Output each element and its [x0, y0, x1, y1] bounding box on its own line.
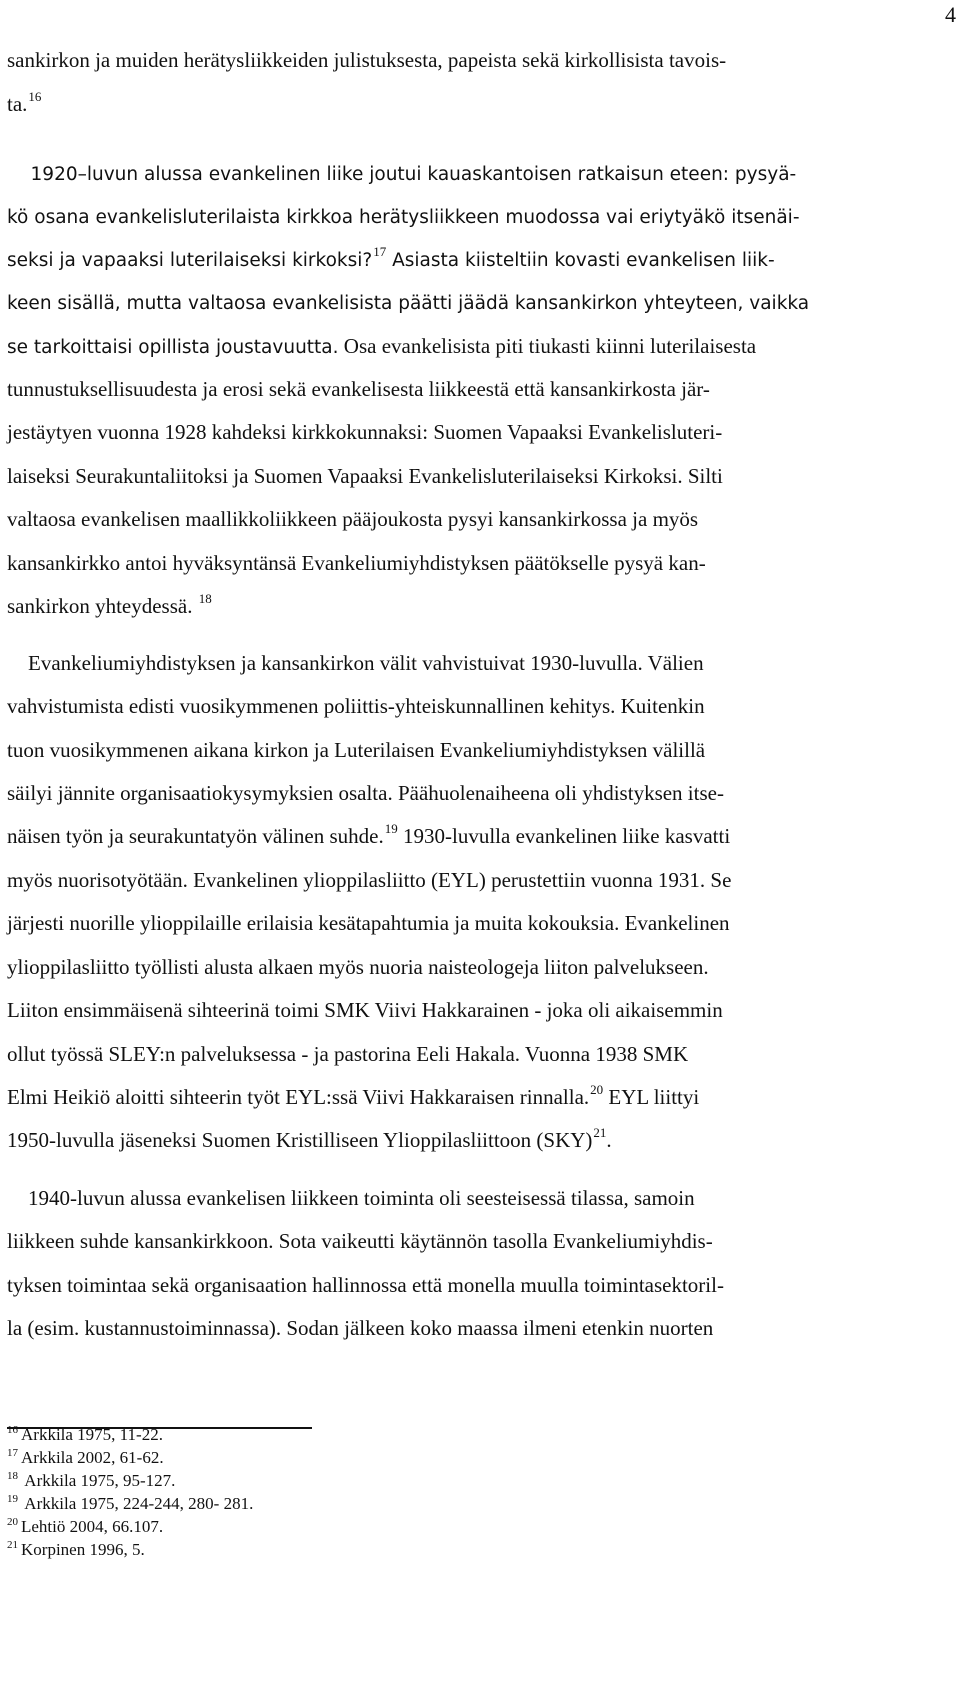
text-line — [7, 1125, 612, 1153]
footnote-text: Korpinen 1996, 5. — [21, 1540, 145, 1559]
footnote-marker: 19 — [384, 821, 398, 836]
text-segment: valtaosa evankelisen maallikkoliikkeen pääjoukosta pysyi kansankirkossa ja myös — [7, 507, 699, 531]
text-segment: tyksen toimintaa sekä organisaation hallinnossa että monella muulla toimintasektoril- — [7, 1273, 724, 1297]
text-segment: seksi ja vapaaksi luterilaiseksi kirkoksi? — [7, 250, 373, 271]
text-line — [7, 738, 705, 763]
text-line — [7, 1186, 695, 1211]
footnote-marker: 21 — [593, 1125, 607, 1140]
text-line — [7, 781, 724, 806]
text-line — [7, 868, 731, 893]
text-line — [7, 244, 775, 272]
text-line — [7, 1316, 713, 1341]
text-line — [7, 48, 726, 73]
text-line — [7, 1082, 700, 1110]
text-segment: laiseksi Seurakuntaliitoksi ja Suomen Vapaaksi Evankelisluterilaiseksi Kirkoksi. Silti — [7, 464, 723, 488]
footnote-marker: 20 — [590, 1082, 604, 1097]
text-segment: . — [606, 1128, 612, 1152]
text-line — [7, 89, 42, 117]
text-line — [7, 694, 705, 719]
text-line — [7, 334, 756, 359]
footnote — [7, 1425, 163, 1445]
text-segment: tuon vuosikymmenen aikana kirkon ja Luterilaisen Evankeliumiyhdistyksen välillä — [7, 738, 706, 762]
footnote — [7, 1517, 163, 1537]
footnote-text: Arkkila 1975, 11-22. — [21, 1425, 163, 1444]
text-segment: ollut työssä SLEY:n palveluksessa - ja pastorina Eeli Hakala. Vuonna 1938 SMK — [7, 1042, 689, 1066]
text-line — [7, 651, 704, 676]
text-segment: sankirkon ja muiden herätysliikkeiden julistuksesta, papeista sekä kirkollisista tavois- — [7, 48, 727, 72]
text-segment: 1950-luvulla jäseneksi Suomen Kristilliseen Ylioppilasliittoon (SKY) — [7, 1128, 593, 1152]
text-segment: se tarkoittaisi opillista joustavuutta. — [7, 337, 339, 358]
footnote-text: Arkkila 1975, 95-127. — [21, 1471, 176, 1490]
footnote-number: 19 — [7, 1493, 18, 1505]
text-line — [7, 377, 710, 402]
footnote-number: 17 — [7, 1447, 18, 1459]
text-line — [7, 998, 723, 1023]
text-segment: ta. — [7, 92, 28, 116]
text-segment: 1940-luvun alussa evankelisen liikkeen toiminta oli seesteisessä tilassa, samoin — [7, 1186, 695, 1210]
text-segment: tunnustuksellisuudesta ja erosi sekä evankelisesta liikkeestä että kansankirkosta jär- — [7, 377, 710, 401]
text-line — [7, 1273, 724, 1298]
footnote — [7, 1448, 164, 1468]
text-segment: vahvistumista edisti vuosikymmenen poliittis-yhteiskunnallinen kehitys. Kuitenkin — [7, 694, 705, 718]
footnote — [7, 1540, 145, 1560]
text-segment: la (esim. kustannustoiminnassa). Sodan jälkeen koko maassa ilmeni etenkin nuorten — [7, 1316, 714, 1340]
footnote-marker: 18 — [198, 591, 212, 606]
text-line — [7, 1042, 688, 1067]
text-line — [7, 420, 722, 445]
text-line — [7, 464, 723, 489]
footnote-text: Lehtiö 2004, 66.107. — [21, 1517, 164, 1536]
text-segment: liikkeen suhde kansankirkkoon. Sota vaikeutti käytännön tasolla Evankeliumiyhdis- — [7, 1229, 713, 1253]
text-segment: keen sisällä, mutta valtaosa evankelisista päätti jäädä kansankirkon yhteyteen, vaikka — [7, 293, 810, 314]
footnote — [7, 1471, 175, 1491]
text-segment: järjesti nuorille ylioppilaille erilaisia kesätapahtumia ja muita kokouksia. Evankelinen — [7, 911, 730, 935]
footnote-number: 18 — [7, 1470, 18, 1482]
footnote-number: 21 — [7, 1539, 18, 1551]
text-line — [7, 821, 731, 849]
text-segment: jestäytyen vuonna 1928 kahdeksi kirkkokunnaksi: Suomen Vapaaksi Evankelisluteri- — [7, 420, 723, 444]
text-segment: ylioppilasliitto työllisti alusta alkaen myös nuoria naisteologeja liiton palvelukseen. — [7, 955, 709, 979]
text-segment: Asiasta kiisteltiin kovasti evankelisen liik- — [386, 250, 775, 271]
text-line — [7, 290, 809, 315]
text-segment: Osa evankelisista piti tiukasti kiinni luterilaisesta — [338, 334, 757, 358]
text-line — [7, 507, 698, 532]
text-segment: sankirkon yhteydessä. — [7, 594, 198, 618]
text-line — [7, 204, 800, 229]
text-line — [7, 1229, 713, 1254]
footnote-number: 20 — [7, 1516, 18, 1528]
text-segment: Liiton ensimmäisenä sihteerinä toimi SMK Viivi Hakkarainen - joka oli aikaisemmin — [7, 998, 723, 1022]
footnote-marker: 16 — [28, 89, 42, 104]
footnote-marker: 17 — [373, 244, 387, 259]
text-segment: 1930-luvulla evankelinen liike kasvatti — [397, 824, 731, 848]
body-text — [7, 0, 953, 1400]
text-segment: myös nuorisotyötään. Evankelinen ylioppilasliitto (EYL) perustettiin vuonna 1931. Se — [7, 868, 732, 892]
footnote-text: Arkkila 1975, 224-244, 280- 281. — [21, 1494, 254, 1513]
text-line — [7, 911, 730, 936]
text-segment: 1920–luvun alussa evankelinen liike joutui kauaskantoisen ratkaisun eteen: pysyä- — [7, 164, 797, 185]
footnote — [7, 1494, 253, 1514]
text-segment: EYL liittyi — [603, 1085, 700, 1109]
text-segment: kö osana evankelisluterilaista kirkkoa herätysliikkeen muodossa vai eriytyäkö itsenäi- — [7, 207, 800, 228]
text-line — [7, 161, 796, 186]
text-segment: säilyi jännite organisaatiokysymyksien osalta. Päähuolenaiheena oli yhdistyksen itse- — [7, 781, 724, 805]
text-line — [7, 955, 709, 980]
text-line — [7, 591, 212, 619]
page-number: 4 — [945, 2, 956, 27]
footnote-text: Arkkila 2002, 61-62. — [21, 1448, 164, 1467]
text-segment: näisen työn ja seurakuntatyön välinen suhde. — [7, 824, 384, 848]
footnote-number: 16 — [7, 1424, 18, 1436]
text-segment: Evankeliumiyhdistyksen ja kansankirkon välit vahvistuivat 1930-luvulla. Välien — [7, 651, 704, 675]
text-line — [7, 551, 706, 576]
text-segment: Elmi Heikiö aloitti sihteerin työt EYL:ssä Viivi Hakkaraisen rinnalla. — [7, 1085, 590, 1109]
text-segment: kansankirkko antoi hyväksyntänsä Evankeliumiyhdistyksen päätökselle pysyä kan- — [7, 551, 706, 575]
